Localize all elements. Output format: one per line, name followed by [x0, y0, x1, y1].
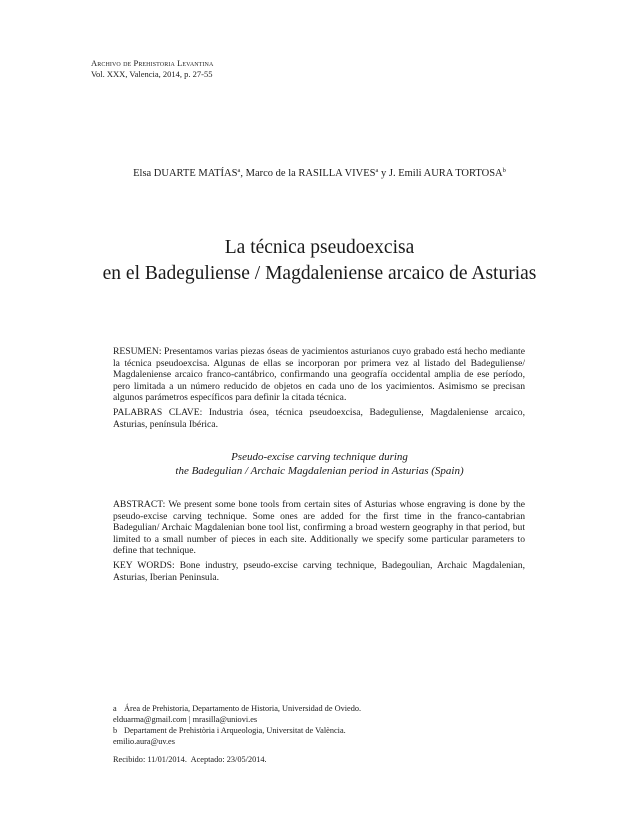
- english-title-line-2: the Badegulian / Archaic Magdalenian period in Asturias (Spain): [175, 465, 464, 477]
- palabras-clave: PALABRAS CLAVE: Industria ósea, técnica pseudoexcisa, Badeguliense, Magdaleniense arcaico, Asturias, península Ibérica.: [113, 407, 525, 430]
- email-duarte[interactable]: elduarma@gmail.com: [113, 715, 187, 724]
- email-aura[interactable]: emilio.aura@uv.es: [113, 737, 175, 746]
- author-separator: y: [378, 168, 389, 179]
- author-aura-affil: b: [502, 167, 506, 174]
- email-rasilla[interactable]: mrasilla@uniovi.es: [192, 715, 258, 724]
- paper-title: [0, 235, 639, 287]
- note-a-emails: [113, 714, 361, 725]
- note-b-affiliation: Departament de Prehistòria i Arqueologia, Universitat de València.: [124, 726, 346, 735]
- abstract: ABSTRACT: We present some bone tools from certain sites of Asturias whose engraving is done by the pseudo-excise carving technique. Some ones are added for the first time in the franco-cantabrian Badegulian/ Archaic Magdalenian bone tool list, confirming a broad western geography in that period, but limited to a small number of pieces in each site. Additionally we specify some particular parameters to define that technique.: [113, 499, 525, 557]
- note-a-mark: a: [113, 704, 117, 713]
- english-title-line-1: Pseudo-excise carving technique during: [231, 451, 408, 463]
- email-separator: |: [186, 715, 193, 724]
- note-b-mark: b: [113, 726, 118, 735]
- note-a-affiliation: Área de Prehistoria, Departamento de Historia, Universidad de Oviedo.: [124, 704, 362, 713]
- received-accepted-dates: Recibido: 11/01/2014. Aceptado: 23/05/2014.: [113, 755, 267, 764]
- journal-volume: Vol. XXX, Valencia, 2014, p. 27-55: [91, 69, 213, 79]
- author-separator: ,: [240, 168, 246, 179]
- author-aura: J. Emili AURA TORTOSA: [388, 168, 503, 179]
- journal-header: [91, 58, 213, 80]
- author-duarte-affil: a: [237, 167, 241, 174]
- note-a: [113, 703, 361, 714]
- author-list: [0, 167, 639, 179]
- journal-name: Archivo de Prehistoria Levantina: [91, 58, 214, 68]
- title-line-1: La técnica pseudoexcisa: [224, 237, 415, 258]
- note-b: [113, 725, 361, 736]
- author-rasilla-affil: a: [375, 167, 379, 174]
- author-rasilla: Marco de la RASILLA VIVES: [245, 168, 376, 179]
- key-words: KEY WORDS: Bone industry, pseudo-excise carving technique, Badegoulian, Archaic Magdalenian, Asturias, Iberian Peninsula.: [113, 560, 525, 583]
- title-line-2: en el Badeguliense / Magdaleniense arcaico de Asturias: [102, 263, 537, 284]
- note-b-emails: [113, 736, 361, 747]
- resumen: RESUMEN: Presentamos varias piezas óseas de yacimientos asturianos cuyo grabado está hecho mediante la técnica pseudoexcisa. Algunas de ellas se incorporan por primera vez al listado del Badeguliense/ Magdaleniense arcaico franco-cantábrico, confirmando una geografía occidental amplia de ese período, pero limitada a un número reducido de objetos en cada uno de los yacimientos. Asimismo se precisan algunos parámetros específicos para definir la citada técnica.: [113, 346, 525, 404]
- affiliation-notes: [113, 703, 361, 747]
- english-title: [0, 450, 639, 478]
- author-duarte: Elsa DUARTE MATÍAS: [133, 168, 238, 179]
